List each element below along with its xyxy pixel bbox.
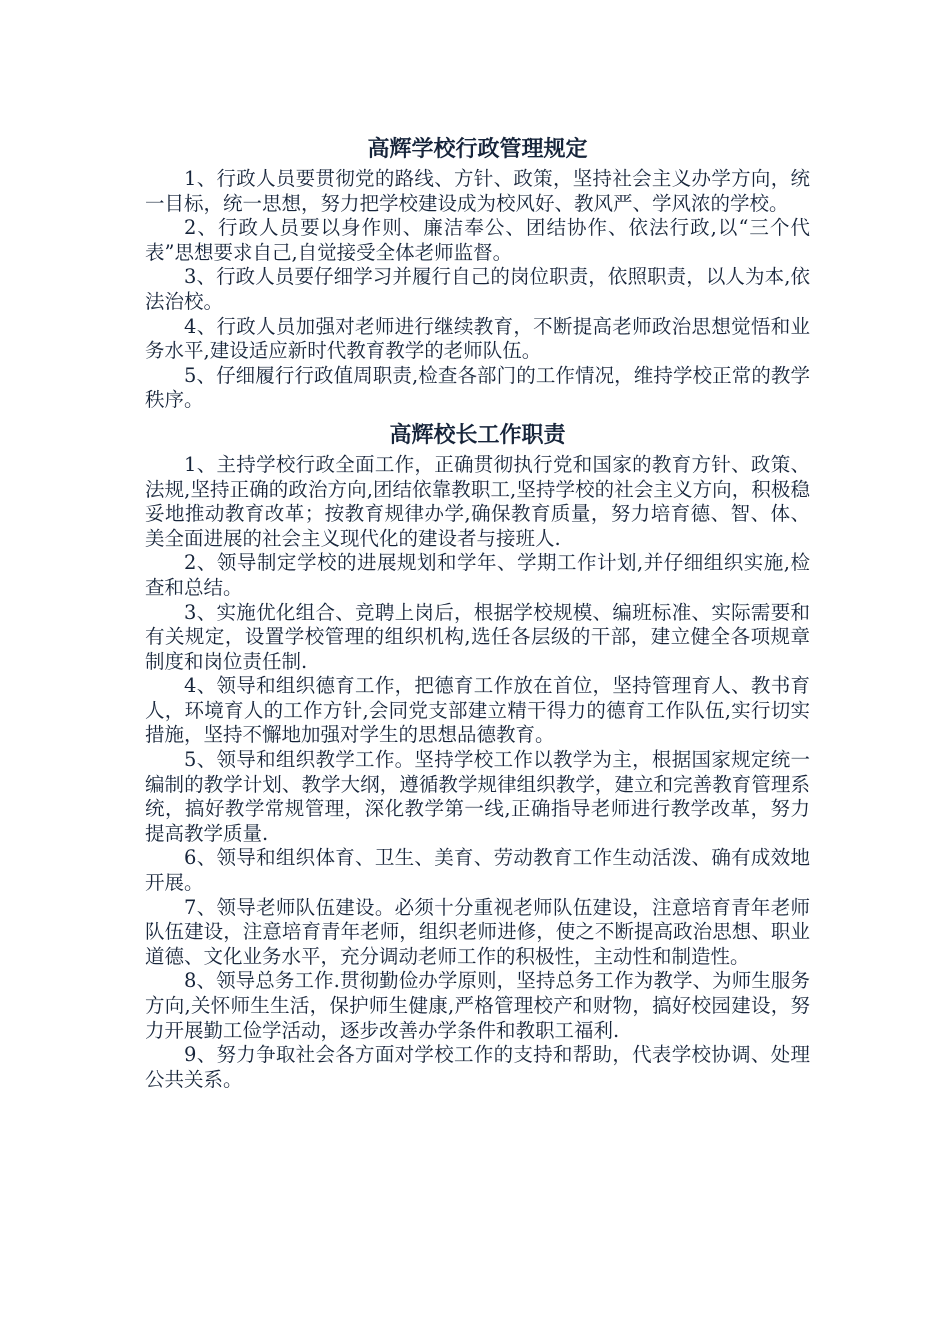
paragraph: 2、领导制定学校的进展规划和学年、学期工作计划,并仔细组织实施,检查和总结。 [145,551,810,599]
paragraph: 9、努力争取社会各方面对学校工作的支持和帮助，代表学校协调、处理公共关系。 [145,1043,810,1091]
paragraph: 1、行政人员要贯彻党的路线、方针、政策，坚持社会主义办学方向，统一目标，统一思想，努力把学校建设成为校风好、教风严、学风浓的学校。 [145,167,810,215]
paragraph: 4、领导和组织德育工作，把德育工作放在首位，坚持管理育人、教书育人，环境育人的工作方针,会同党支部建立精干得力的德育工作队伍,实行切实措施，坚持不懈地加强对学生的思想品德教育。 [145,674,810,747]
paragraph: 2、行政人员要以身作则、廉洁奉公、团结协作、依法行政,以“三个代表”思想要求自己,自觉接受全体老师监督。 [145,216,810,264]
section-title: 高辉学校行政管理规定 [367,137,588,162]
paragraph: 1、主持学校行政全面工作，正确贯彻执行党和国家的教育方针、政策、法规,坚持正确的政治方向,团结依靠教职工,坚持学校的社会主义方向，积极稳妥地推动教育改革；按教育规律办学,确保教育质量，努力培育德、智、体、美全面进展的社会主义现代化的建设者与接班人. [145,452,810,550]
paragraph: 7、领导老师队伍建设。必须十分重视老师队伍建设，注意培育青年老师队伍建设，注意培育青年老师，组织老师进修，使之不断提高政治思想、职业道德、文化业务水平，充分调动老师工作的积极性，主动性和制造性。 [145,895,810,968]
paragraph: 3、行政人员要仔细学习并履行自己的岗位职责，依照职责，以人为本,依法治校。 [145,265,810,313]
paragraph: 3、实施优化组合、竞聘上岗后，根据学校规模、编班标准、实际需要和有关规定，设置学校管理的组织机构,选任各层级的干部，建立健全各项规章制度和岗位责任制. [145,600,810,673]
document-page [145,133,810,1092]
section-title: 高辉校长工作职责 [389,422,566,448]
section-admin-rules [145,133,810,413]
paragraph: 5、领导和组织教学工作。坚持学校工作以教学为主，根据国家规定统一编制的教学计划、教学大纲，遵循教学规律组织教学，建立和完善教育管理系统，搞好教学常规管理，深化教学第一线,正确指导老师进行教学改革，努力提高教学质量. [145,748,810,845]
section-principal-duties [145,419,810,1092]
paragraph: 5、仔细履行行政值周职责,检查各部门的工作情况，维持学校正常的教学秩序。 [145,363,810,412]
paragraph: 8、领导总务工作.贯彻勤俭办学原则，坚持总务工作为教学、为师生服务方向,关怀师生生活，保护师生健康,严格管理校产和财物，搞好校园建设，努力开展勤工俭学活动，逐步改善办学条件和教职工福利. [145,969,810,1042]
paragraph: 6、领导和组织体育、卫生、美育、劳动教育工作生动活泼、确有成效地开展。 [145,846,810,895]
paragraph: 4、行政人员加强对老师进行继续教育，不断提高老师政治思想觉悟和业务水平,建设适应新时代教育教学的老师队伍。 [145,314,810,363]
